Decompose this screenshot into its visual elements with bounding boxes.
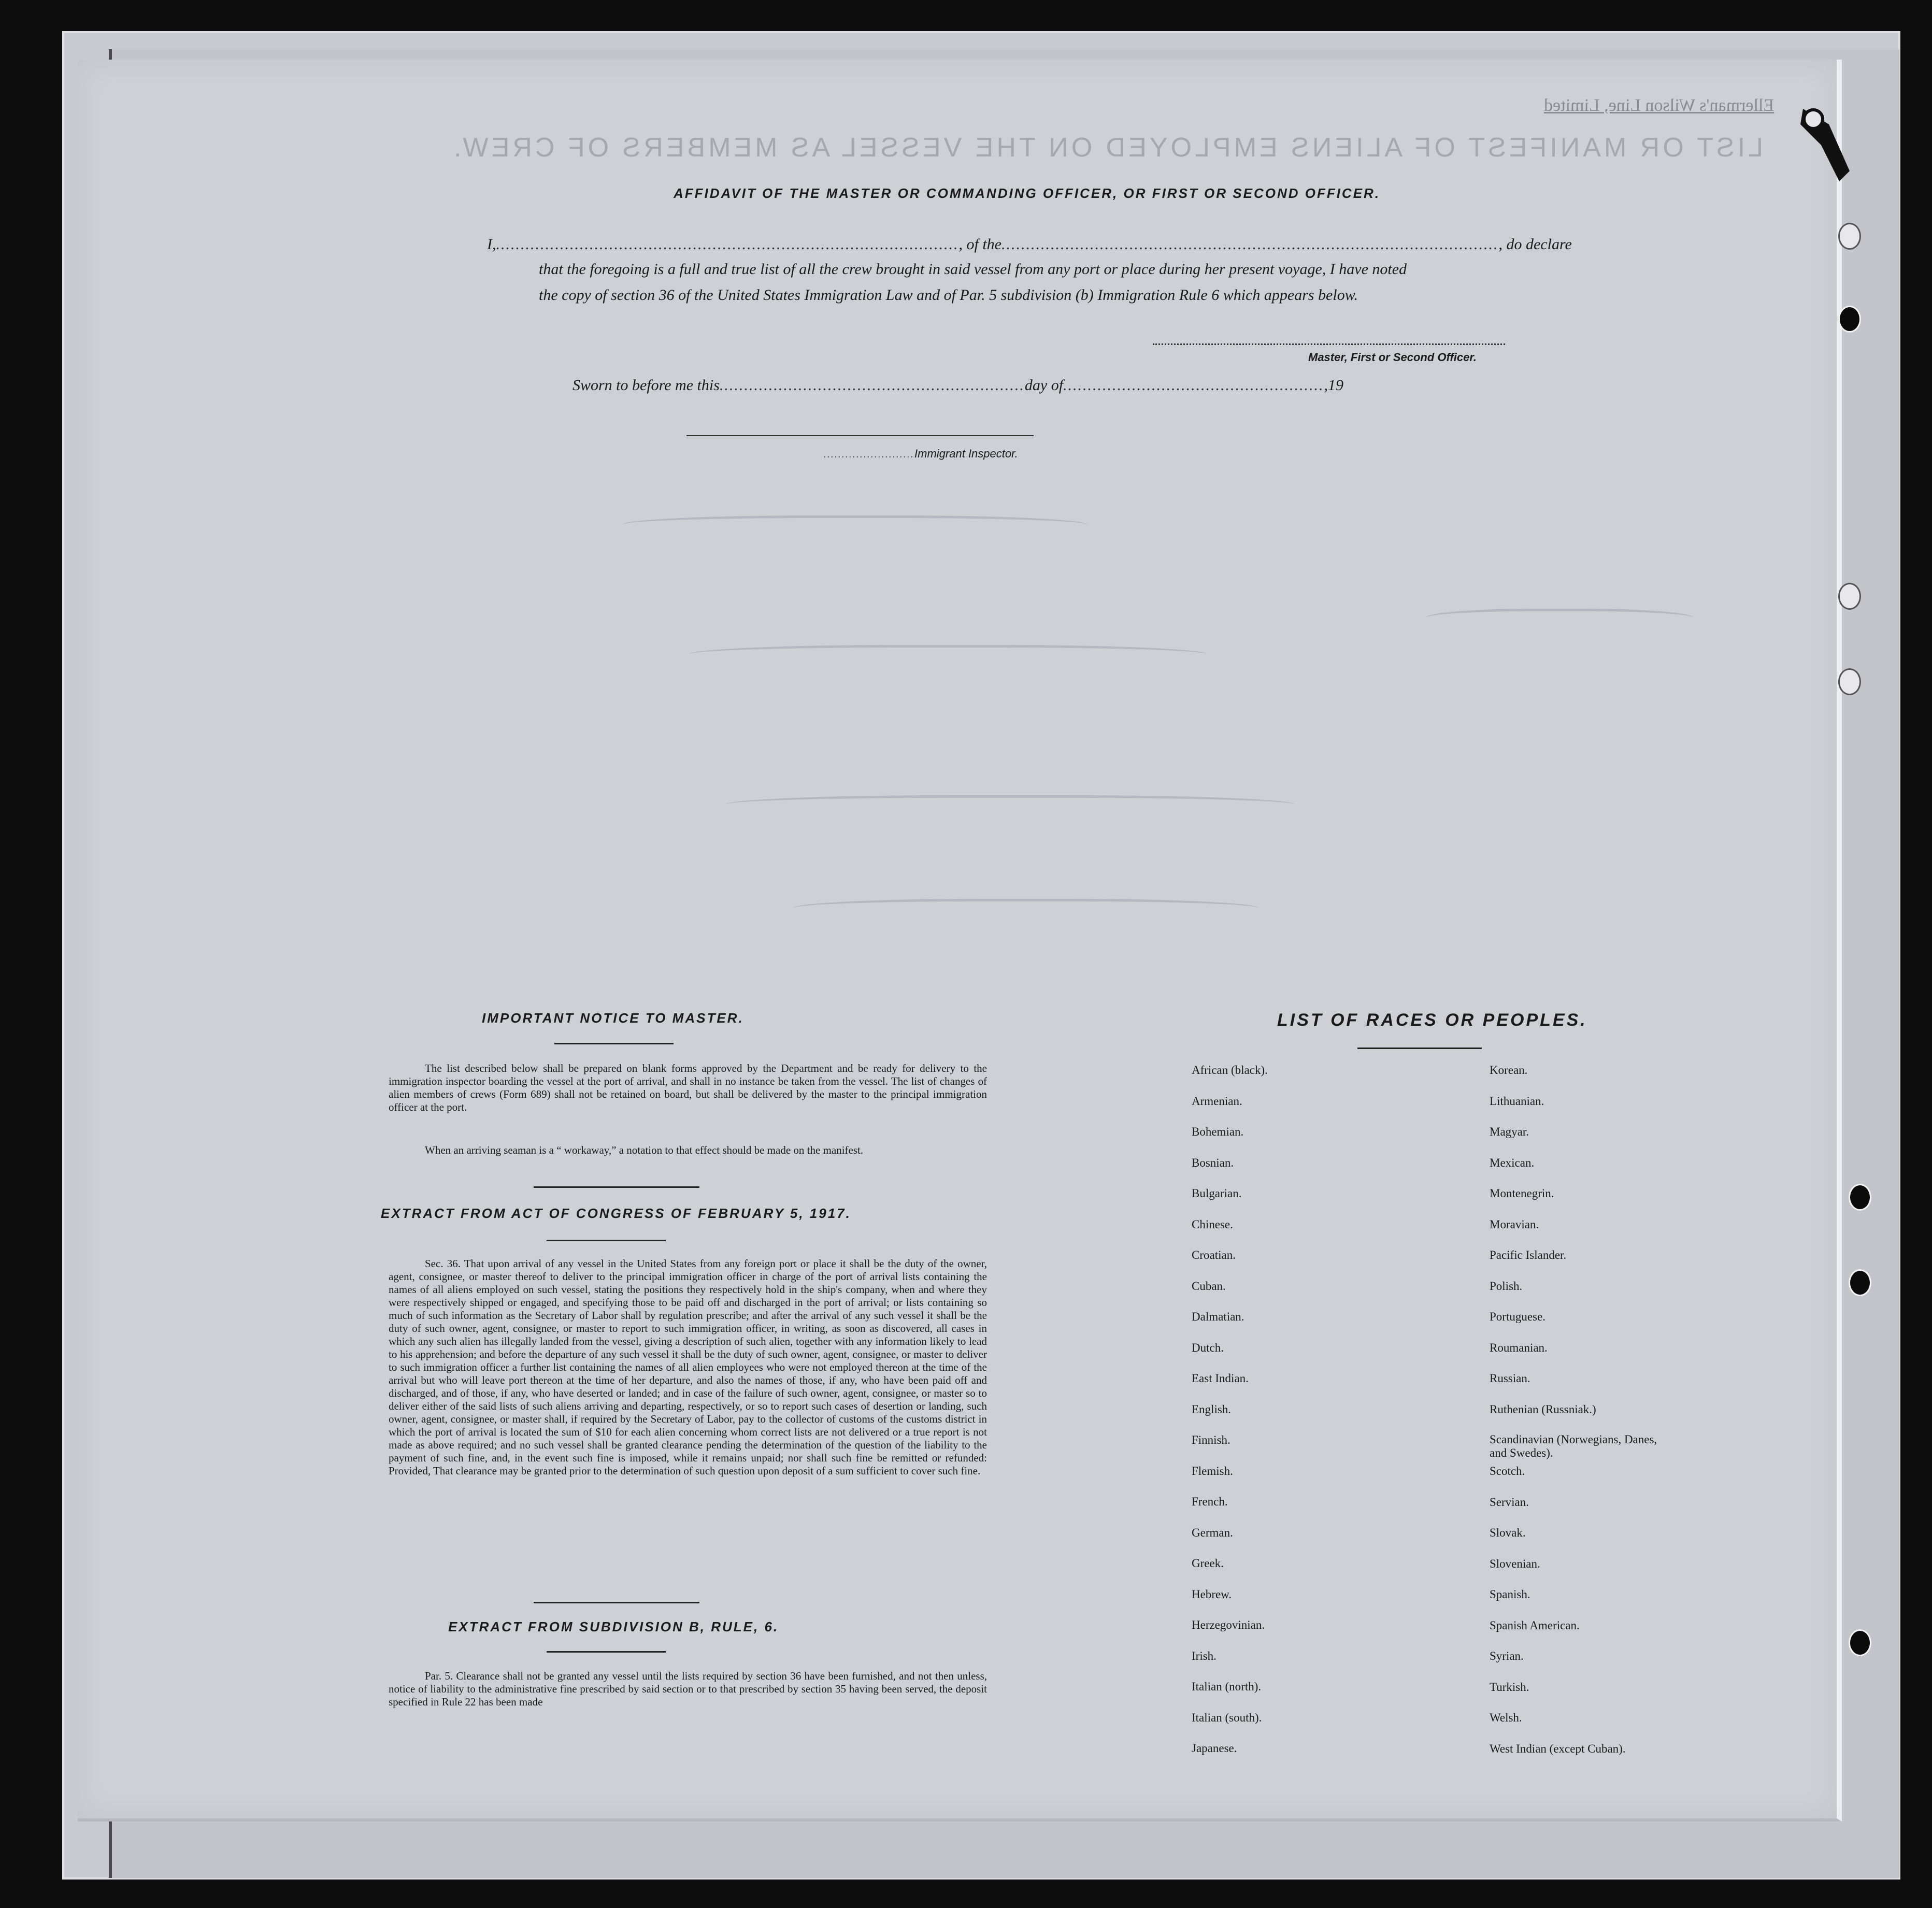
handwriting-bleedthrough bbox=[689, 645, 1207, 668]
race-item: Irish. bbox=[1192, 1649, 1217, 1662]
sworn-text: Sworn to before me this bbox=[573, 377, 720, 394]
binder-hole-icon bbox=[1838, 583, 1861, 610]
races-right-column bbox=[1490, 1063, 1676, 1772]
notice-rule bbox=[554, 1043, 674, 1044]
binder-hole-icon bbox=[1849, 1184, 1871, 1211]
race-item: West Indian (except Cuban). bbox=[1490, 1742, 1626, 1755]
binding-ribbon-icon bbox=[1793, 104, 1860, 207]
race-item: Scandinavian (Norwegians, Danes, and Swedes). bbox=[1490, 1433, 1657, 1459]
race-item: Servian. bbox=[1490, 1495, 1529, 1509]
races-title: LIST OF RACES OR PEOPLES. bbox=[1277, 1010, 1587, 1030]
affidavit-i: I, bbox=[487, 236, 496, 253]
notice-paragraph-1: The list described below shall be prepared on blank forms approved by the Department and be ready for delivery to the immigration inspector boarding the vessel at the port of arrival, and shall in no instance be taken from the vessel. The list of changes of alien members of crews (Form 689) shall not be retained on board, but shall be delivered by the master to the principal immigration officer at the port. bbox=[389, 1062, 987, 1113]
race-item: German. bbox=[1192, 1526, 1233, 1539]
race-item: Pacific Islander. bbox=[1490, 1249, 1567, 1261]
race-item: Turkish. bbox=[1490, 1680, 1529, 1694]
inspector-signature-line bbox=[686, 435, 1034, 436]
race-item: Moravian. bbox=[1490, 1217, 1539, 1231]
handwriting-bleedthrough bbox=[1425, 609, 1694, 632]
day-of-text: day of bbox=[1024, 377, 1064, 394]
race-item: Herzegovinian. bbox=[1192, 1618, 1265, 1631]
binder-hole-icon bbox=[1849, 1629, 1871, 1656]
race-item: Scotch. bbox=[1490, 1465, 1525, 1477]
notice-paragraph-2: When an arriving seaman is a “ workaway,” a notation to that effect should be made on the manifest. bbox=[425, 1144, 864, 1156]
affidavit-of-the: , of the bbox=[958, 236, 1001, 253]
inspector-label-text: Immigrant Inspector. bbox=[914, 447, 1018, 460]
vessel-blank: ..................................................................................................... bbox=[1001, 236, 1499, 253]
sworn-line bbox=[573, 377, 1343, 394]
affidavit-line-2: that the foregoing is a full and true list of all the crew brought in said vessel from any port or place during her present voyage, I have noted bbox=[539, 261, 1407, 278]
races-title-rule bbox=[1357, 1048, 1482, 1049]
day-blank: .............................................................. bbox=[719, 377, 1025, 394]
race-item: Armenian. bbox=[1192, 1094, 1242, 1108]
race-item: Lithuanian. bbox=[1490, 1094, 1544, 1108]
mirrored-company-bleedthrough: Ellerman's Wilson Line, Limited bbox=[1544, 96, 1774, 115]
race-item: Italian (north). bbox=[1192, 1680, 1262, 1693]
act-extract-text: Sec. 36. That upon arrival of any vessel in the United States from any foreign port or place it shall be the duty of the owner, agent, consignee, or master thereof to deliver to the principal immigration officer in charge of the port of arrival lists containing the names of all aliens employed on such vessel, stating the positions they respectively hold in the ship's company, when and where they were respectively shipped or engaged, and specifying those to be paid off and discharged in the port of arrival; or lists containing so much of such information as the Secretary of Labor shall by regulation prescribe; and after the arrival of any such vessel it shall be the duty of such owner, agent, consignee, or master to report to such immigration officer, in writing, as soon as discovered, all cases in which any such alien has illegally landed from the vessel, giving a description of such alien, together with any information likely to lead to his apprehension; and before the departure of any such vessel it shall be the duty of such owner, agent, consignee, or master to deliver to such immigration officer a further list containing the names of all alien employees who were not employed thereon at the time of the arrival but who will leave port thereon at the time of her departure, and also the names of those, if any, who have been paid off and discharged, and of those, if any, who have deserted or landed; and in case of the failure of such owner, agent, consignee, or master so to deliver either of the said lists of such aliens arriving and departing, respectively, or so to report such cases of desertion or landing, such owner, agent, consignee, or master shall, if required by the Secretary of Labor, pay to the collector of customs of the customs district in which the port of arrival is located the sum of $10 for each alien concerning whom correct lists are not delivered or a true report is not made as above required; and no such vessel shall be granted clearance pending the determination of the question of the liability to the payment of such fine, and, in the event such fine is imposed, while it remains unpaid; nor shall such fine be remitted or refunded: Provided, That clearance may be granted prior to the determination of such question upon deposit of a sum sufficient to cover such fine. bbox=[389, 1257, 987, 1477]
binder-hole-icon bbox=[1849, 1269, 1871, 1296]
race-item: Japanese. bbox=[1192, 1742, 1237, 1755]
inspector-label: .........................Immigrant Inspector. bbox=[824, 447, 1018, 460]
race-item: African (black). bbox=[1192, 1064, 1268, 1077]
race-item: Welsh. bbox=[1490, 1711, 1522, 1724]
binder-hole-icon bbox=[1838, 306, 1861, 333]
affidavit-title: AFFIDAVIT OF THE MASTER OR COMMANDING OFFICER, OR FIRST OR SECOND OFFICER. bbox=[674, 185, 1381, 201]
race-item: Dalmatian. bbox=[1192, 1310, 1244, 1323]
master-signature-label: Master, First or Second Officer. bbox=[1308, 351, 1477, 364]
section-divider bbox=[534, 1602, 699, 1603]
month-blank: ..................................................... bbox=[1063, 377, 1324, 394]
race-item: Greek. bbox=[1192, 1557, 1224, 1570]
race-item: Croatian. bbox=[1192, 1249, 1236, 1261]
rule-extract-rule bbox=[547, 1651, 666, 1653]
race-item: Ruthenian (Russniak.) bbox=[1490, 1402, 1596, 1416]
binder-hole-icon bbox=[1838, 668, 1861, 695]
race-item: Polish. bbox=[1490, 1279, 1523, 1293]
race-item: Bulgarian. bbox=[1192, 1187, 1242, 1200]
race-item: Magyar. bbox=[1490, 1125, 1529, 1138]
race-item: Bohemian. bbox=[1192, 1125, 1244, 1138]
race-item: Bosnian. bbox=[1192, 1156, 1234, 1169]
race-item: Dutch. bbox=[1192, 1341, 1224, 1354]
race-item: Mexican. bbox=[1490, 1156, 1535, 1169]
master-signature-line bbox=[1153, 343, 1505, 345]
race-item: Italian (south). bbox=[1192, 1711, 1262, 1724]
manifest-page bbox=[78, 60, 1842, 1821]
race-item: Finnish. bbox=[1192, 1433, 1230, 1446]
race-item: French. bbox=[1192, 1495, 1228, 1508]
race-item: English. bbox=[1192, 1402, 1232, 1416]
races-left-column bbox=[1192, 1063, 1268, 1772]
rule-extract-title: EXTRACT FROM SUBDIVISION B, RULE, 6. bbox=[448, 1619, 779, 1634]
handwriting-bleedthrough bbox=[725, 795, 1295, 819]
year-prefix: ,19 bbox=[1324, 377, 1344, 394]
binder-hole-icon bbox=[1838, 223, 1861, 250]
race-item: Portuguese. bbox=[1490, 1310, 1545, 1323]
race-item: Slovak. bbox=[1490, 1526, 1526, 1539]
race-item: Slovenian. bbox=[1490, 1557, 1540, 1570]
affidavit-line-3: the copy of section 36 of the United States Immigration Law and of Par. 5 subdivision (b) Immigration Rule 6 which appears below. bbox=[539, 286, 1358, 304]
race-item: Syrian. bbox=[1490, 1649, 1524, 1662]
race-item: Spanish. bbox=[1490, 1588, 1530, 1601]
notice-title: IMPORTANT NOTICE TO MASTER. bbox=[482, 1010, 744, 1026]
race-item: Hebrew. bbox=[1192, 1587, 1232, 1601]
race-item: East Indian. bbox=[1192, 1372, 1249, 1385]
race-item: Chinese. bbox=[1192, 1217, 1233, 1231]
act-extract-rule bbox=[547, 1240, 666, 1241]
race-item: Korean. bbox=[1490, 1064, 1528, 1077]
race-item: Montenegrin. bbox=[1490, 1187, 1554, 1200]
race-item: Roumanian. bbox=[1490, 1341, 1548, 1354]
handwriting-bleedthrough bbox=[622, 515, 1088, 539]
race-item: Russian. bbox=[1490, 1372, 1530, 1385]
race-item: Spanish American. bbox=[1490, 1618, 1580, 1632]
act-extract-title: EXTRACT FROM ACT OF CONGRESS OF FEBRUARY 5, 1917. bbox=[381, 1206, 851, 1221]
affidavit-line-1 bbox=[487, 236, 1572, 253]
section-divider bbox=[534, 1186, 699, 1188]
affidavit-do-declare: , do declare bbox=[1498, 236, 1572, 253]
rule-extract-text: Par. 5. Clearance shall not be granted any vessel until the lists required by section 36 have been furnished, and not then unless, notice of liability to the administrative fine prescribed by said section or to that prescribed by section 35 having been served, the deposit specified in Rule 22 has been made bbox=[389, 1670, 987, 1708]
mirrored-header-bleedthrough: LIST OR MANIFEST OF ALIENS EMPLOYED ON THE VESSEL AS MEMBERS OF CREW. bbox=[451, 133, 1764, 163]
race-item: Flemish. bbox=[1192, 1464, 1233, 1477]
race-item: Cuban. bbox=[1192, 1279, 1226, 1293]
name-blank: .............................................................................................. bbox=[496, 236, 959, 253]
handwriting-bleedthrough bbox=[793, 899, 1259, 922]
